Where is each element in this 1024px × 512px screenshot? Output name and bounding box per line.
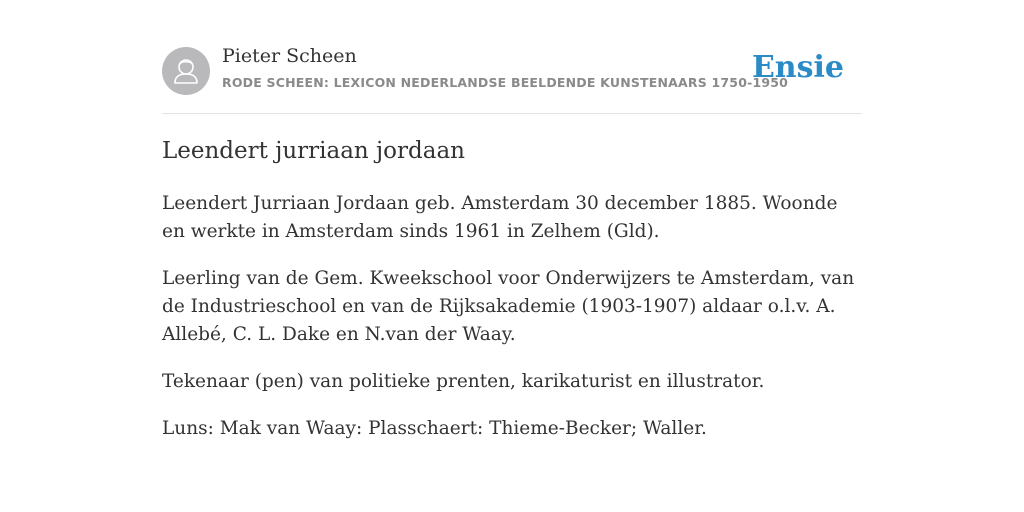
article-paragraph: Luns: Mak van Waay: Plasschaert: Thieme-Becker; Waller. [162, 418, 707, 439]
article-paragraph: Leendert Jurriaan Jordaan geb. Amsterdam 30 december 1885. Woonde en werkte in Amsterdam sinds 1961 in Zelhem (Gld). [162, 193, 838, 242]
source-label[interactable]: RODE SCHEEN: LEXICON NEDERLANDSE BEELDENDE KUNSTENAARS 1750-1950 [222, 75, 789, 90]
article-body [162, 190, 862, 443]
author-header [162, 0, 862, 114]
article-paragraph: Tekenaar (pen) van politieke prenten, karikaturist en illustrator. [162, 371, 765, 392]
article-title: Leendert jurriaan jordaan [162, 138, 465, 164]
page-container [162, 0, 862, 439]
author-name[interactable]: Pieter Scheen [222, 45, 357, 67]
avatar[interactable] [162, 47, 210, 95]
ensie-logo[interactable]: Ensie [751, 50, 844, 85]
article-paragraph: Leerling van de Gem. Kweekschool voor Onderwijzers te Amsterdam, van de Industrieschool en van de Rijksakademie (1903-1907) aldaar o.l.v. A. Allebé, C. L. Dake en N.van der Waay. [162, 268, 855, 345]
user-silhouette-icon [162, 47, 210, 95]
